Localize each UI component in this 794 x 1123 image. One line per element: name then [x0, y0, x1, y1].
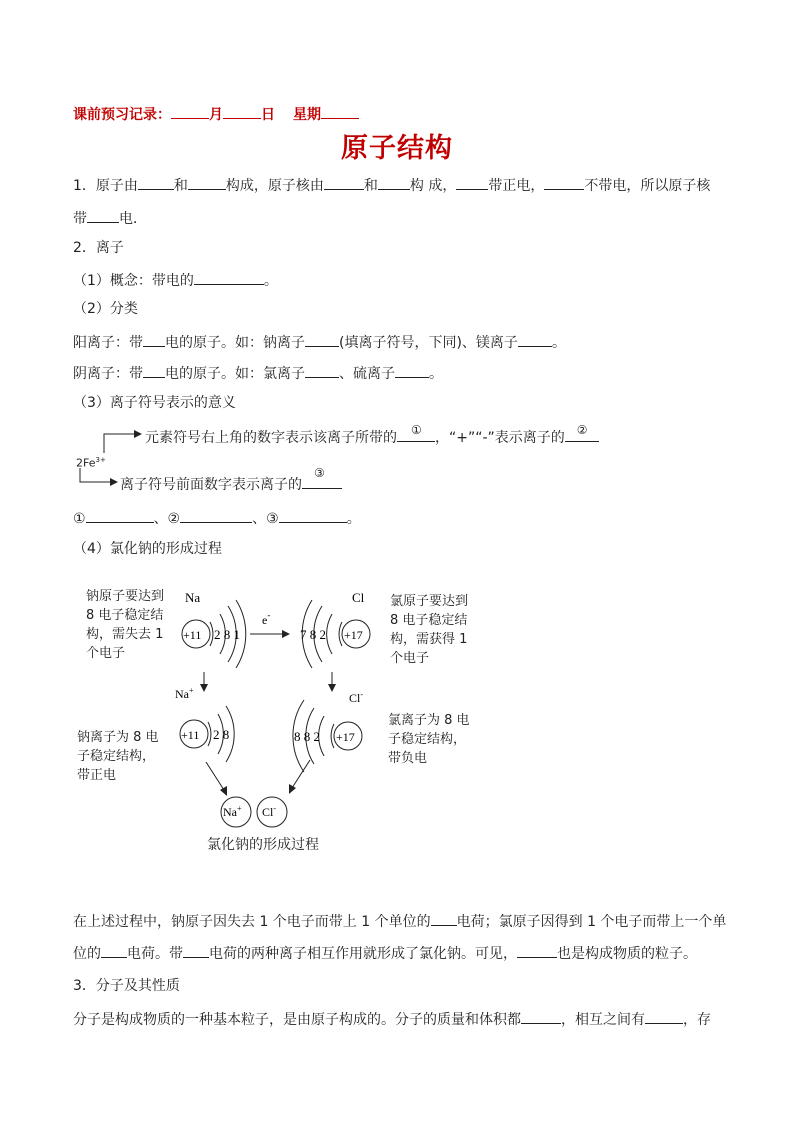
electron-transfer-arrowhead: [282, 630, 290, 638]
q1-blank-7[interactable]: [87, 207, 119, 223]
na-ion-note-line: 子稳定结构，: [77, 749, 156, 764]
ion-symbol: [76, 451, 106, 473]
sulfide-ion-blank[interactable]: [395, 362, 429, 378]
na-atom-note: [86, 587, 164, 663]
cl-ion-note: [388, 711, 470, 768]
para-text: 电荷的两种离子相互作用就形成了氯化钠。可见，: [209, 946, 517, 962]
page-title: 原子结构: [341, 133, 453, 164]
anion-charge-blank[interactable]: [143, 362, 165, 378]
blank-1[interactable]: [397, 423, 435, 442]
q2-text: 。: [263, 273, 278, 289]
na-ion-label-text: Na: [175, 687, 189, 701]
chloride-ion-blank[interactable]: [305, 362, 339, 378]
q2-text: (填离子符号，下同)、镁离子: [339, 335, 518, 351]
sodium-ion-blank[interactable]: [305, 331, 339, 347]
arrow-head-2: [110, 478, 118, 486]
cation-line: [73, 331, 566, 353]
para-text: 电荷。带: [127, 946, 183, 962]
cation-charge-blank[interactable]: [143, 331, 165, 347]
q2-meaning: （3）离子符号表示的意义: [73, 395, 236, 411]
cl-note-line: 个电子: [390, 651, 430, 666]
para-line-1: [73, 906, 727, 938]
q1-text: 不带电，所以原子核: [584, 178, 711, 194]
mark-1: ①: [411, 423, 422, 437]
cl-ion-arrow: [292, 760, 310, 788]
q1-text: 电．: [119, 211, 147, 227]
answer-label: 、②: [153, 511, 181, 527]
arrow-text: ，“+”“-”表示离子的: [435, 430, 565, 446]
mark-2: ②: [576, 423, 588, 437]
day-label: 日: [261, 107, 275, 123]
cl-ion-note-line: 子稳定结构，: [388, 732, 467, 747]
q1-line1: [73, 174, 710, 196]
q1-text: 带: [73, 211, 87, 227]
anion-line: [73, 362, 443, 384]
arrow-head-1: [134, 430, 142, 438]
q1-blank-3[interactable]: [324, 174, 364, 190]
na-nucleus: +11: [183, 628, 202, 642]
cl-down-arrowhead: [328, 684, 336, 692]
answer-label: 。: [346, 511, 361, 527]
q2-text: 电的原子。如：氯离子: [165, 366, 305, 382]
electron-label-text: e: [262, 613, 268, 627]
symbol-arrow-1-text: [145, 423, 599, 448]
na-note-line: 钠原子要达到: [86, 589, 165, 604]
week-label: 星期: [293, 107, 321, 123]
na-shells: 2 8 1: [214, 627, 240, 642]
cl-note-line: 8 电子稳定结: [390, 613, 468, 628]
para-text: 电荷；氯原子因得到 1 个电子而带上一个单: [456, 914, 727, 930]
q3-heading: 3．分子及其性质: [73, 978, 180, 994]
q1-blank-6[interactable]: [544, 174, 584, 190]
electron-label: e-: [262, 610, 271, 627]
para-text: 在上述过程中，钠原子因失去 1 个电子而带上 1 个单位的: [73, 914, 431, 930]
na-ion-arrowhead: [220, 786, 227, 796]
q1-blank-4[interactable]: [378, 174, 410, 190]
answer-label: ①: [73, 511, 86, 527]
q3-blank-1[interactable]: [521, 1008, 561, 1024]
para-line-2: [73, 938, 723, 970]
q2-heading: 2．离子: [73, 240, 124, 256]
week-blank[interactable]: [321, 103, 359, 119]
answer-line: [73, 507, 361, 529]
na-ion-arrow: [206, 762, 224, 790]
cl-note-line: 氯原子要达到: [390, 594, 469, 609]
figure-caption: 氯化钠的形成过程: [207, 837, 319, 853]
q3-line: [73, 1008, 711, 1030]
product-na-ion: Na+: [223, 804, 242, 819]
cl-shells: 7 8 2: [300, 627, 326, 642]
na-charge-blank[interactable]: [431, 910, 457, 926]
answer-blank-3[interactable]: [279, 507, 347, 523]
ion-symbol-base: 2Fe: [76, 456, 96, 470]
para-text: 位的: [73, 946, 101, 962]
q3-text: 分子是构成物质的一种基本粒子，是由原子构成的。分子的质量和体积都: [73, 1012, 521, 1028]
q3-text: ，存: [683, 1012, 711, 1028]
cl-nucleus: +17: [344, 628, 363, 642]
na-ion-note-line: 带正电: [77, 768, 117, 783]
month-label: 月: [209, 107, 223, 123]
q2-text: 电的原子。如：钠离子: [165, 335, 305, 351]
q1-text: 构 成，: [409, 178, 457, 194]
cl-ion-shells: 8 8 2: [294, 729, 320, 744]
record-label: 课前预习记录：: [73, 107, 171, 123]
cl-atom-note: [390, 592, 468, 668]
month-blank[interactable]: [171, 103, 209, 119]
q1-blank-5[interactable]: [456, 174, 488, 190]
ion-symbol-charge: 3+: [95, 456, 106, 464]
mark-3: ③: [314, 466, 325, 480]
q1-blank-2[interactable]: [188, 174, 226, 190]
q2-text: 阴离子：带: [73, 366, 143, 382]
q1-text: 和: [363, 178, 378, 194]
cl-shell-2: [327, 614, 332, 654]
q2-text: 。: [429, 366, 443, 382]
symbol-arrow-2-text: [120, 466, 342, 495]
magnesium-ion-blank[interactable]: [518, 331, 552, 347]
concept-blank[interactable]: [194, 269, 264, 285]
na-ion-note-line: 钠离子为 8 电: [77, 730, 159, 745]
para-text: 也是构成物质的粒子。: [557, 946, 697, 962]
na-ion-shells: 2 8: [213, 727, 230, 742]
na-down-arrowhead: [200, 684, 208, 692]
q3-blank-2[interactable]: [645, 1008, 683, 1024]
q2-concept: [73, 269, 278, 291]
na-ion-label: Na+: [175, 686, 194, 701]
q2-text: （1）概念：带电的: [73, 273, 194, 289]
na-ion-note: [77, 728, 159, 785]
blank-3[interactable]: [302, 466, 342, 489]
arrow-line-1: [104, 434, 134, 453]
cl-ion-label-text: Cl: [349, 691, 361, 705]
q1-text: 1．原子由: [73, 178, 138, 194]
na-note-line: 构，需失去 1: [86, 627, 164, 642]
arrow-text: 元素符号右上角的数字表示该离子所带的: [145, 430, 397, 446]
q2-formation: （4）氯化钠的形成过程: [73, 541, 222, 557]
cl-charge-blank[interactable]: [101, 942, 127, 958]
cl-ion-note-line: 带负电: [388, 751, 428, 766]
opposite-charge-blank[interactable]: [183, 942, 209, 958]
na-label: Na: [185, 590, 201, 605]
na-note-line: 8 电子稳定结: [86, 608, 164, 623]
na-ion-nucleus: +11: [181, 728, 200, 742]
answer-label: 、③: [252, 511, 279, 527]
cl-ion-nucleus: +17: [336, 730, 355, 744]
answer-blank-2[interactable]: [180, 507, 252, 523]
day-blank[interactable]: [223, 103, 261, 119]
product-cl-text: Cl: [262, 805, 274, 819]
cl-label: Cl: [352, 590, 365, 605]
q1-text: 和: [173, 178, 188, 194]
formation-paragraph: [73, 906, 727, 970]
q1-text: 带正电，: [488, 178, 545, 194]
product-na-text: Na: [223, 805, 237, 819]
product-cl-ion: Cl-: [262, 804, 277, 819]
q2-text: 、硫离子: [339, 366, 395, 382]
blank-2[interactable]: [565, 423, 599, 442]
na-note-line: 个电子: [86, 646, 126, 661]
q1-blank-1[interactable]: [138, 174, 174, 190]
q1-text: 构成，原子核由: [225, 178, 324, 194]
cl-ion-note-line: 氯离子为 8 电: [388, 713, 470, 728]
ion-particle-blank[interactable]: [517, 942, 557, 958]
cl-note-line: 构，需获得 1: [390, 632, 468, 647]
q3-text: ，相互之间有: [561, 1012, 645, 1028]
cl-ion-label: Cl-: [349, 690, 364, 705]
preview-record-line: [73, 103, 359, 125]
q2-classify: （2）分类: [73, 301, 138, 317]
q1-line2: [73, 207, 147, 229]
cl-ion-arrowhead: [289, 784, 296, 794]
q2-text: 阳离子：带: [73, 335, 143, 351]
q2-text: 。: [551, 335, 566, 351]
arrow-text: 离子符号前面数字表示离子的: [120, 477, 302, 493]
answer-blank-1[interactable]: [86, 507, 154, 523]
